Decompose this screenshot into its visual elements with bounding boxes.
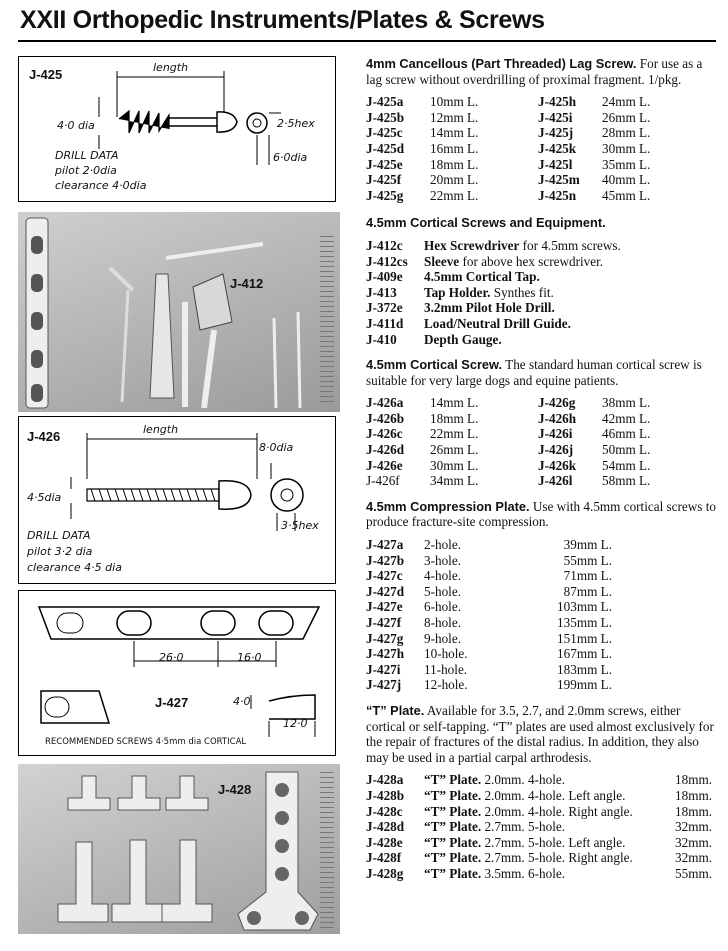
section-j426	[366, 357, 716, 489]
item-holes: 2-hole.	[424, 537, 461, 553]
item-length: 20mm L.	[430, 172, 479, 188]
list-item	[366, 269, 716, 285]
item-holes: 9-hole.	[424, 630, 461, 646]
item-length: 26mm L.	[602, 109, 651, 125]
item-code: J-425d	[366, 140, 405, 156]
list-item	[366, 646, 716, 662]
list-item	[366, 804, 716, 820]
item-length: 71mm L.	[563, 568, 612, 584]
list-item	[366, 553, 716, 569]
item-length: 28mm L.	[602, 125, 651, 141]
item-desc	[424, 238, 716, 254]
j425-hex: 2·5hex	[277, 117, 315, 130]
item-desc	[424, 285, 716, 301]
item-name: “T” Plate.	[424, 834, 482, 850]
item-name: “T” Plate.	[424, 850, 482, 866]
item-length: 14mm L.	[430, 395, 479, 411]
item-code: J-425m	[538, 172, 580, 188]
s412-title: 4.5mm Cortical Screws and Equipment.	[366, 215, 606, 231]
item-code: J-410	[366, 331, 397, 347]
item-code: J-426l	[538, 473, 573, 489]
item-code: J-427j	[366, 677, 402, 693]
item-length: 24mm L.	[602, 94, 651, 110]
item-length: 12mm L.	[430, 109, 479, 125]
item-code: J-425e	[366, 156, 403, 172]
item-code: J-426k	[538, 457, 577, 473]
item-size: 18mm.	[675, 772, 712, 788]
j425-drill1: DRILL DATA	[55, 149, 119, 162]
item-spec: 2.0mm. 4-hole. Right angle.	[484, 803, 633, 819]
j428-photo	[18, 764, 340, 934]
item-length: 18mm L.	[430, 156, 479, 172]
item-spec: 2.7mm. 5-hole. Right angle.	[484, 850, 633, 866]
item-code: J-409e	[366, 269, 403, 285]
catalog-text	[366, 56, 716, 890]
item-note: for 4.5mm screws.	[519, 237, 621, 253]
page-title: XXII Orthopedic Instruments/Plates & Screws	[20, 6, 545, 34]
j427-recommended: RECOMMENDED SCREWS 4·5mm dia CORTICAL	[45, 737, 247, 747]
item-spec: 2.7mm. 5-hole. Left angle.	[484, 834, 626, 850]
s428-title: “T” Plate.	[366, 702, 425, 718]
item-code: J-425c	[366, 125, 403, 141]
item-holes: 6-hole.	[424, 599, 461, 615]
item-length: 183mm L.	[557, 661, 612, 677]
j427-label: J-427	[155, 695, 189, 710]
list-item	[366, 238, 716, 254]
j426-dia: 4·5dia	[27, 491, 62, 504]
section-j427	[366, 499, 716, 693]
item-code: J-426d	[366, 442, 405, 458]
item-code: J-426a	[366, 395, 404, 411]
item-name: “T” Plate.	[424, 865, 482, 881]
j426-label: J-426	[27, 429, 61, 444]
item-code: J-425l	[538, 156, 573, 172]
s425-desc: For use as a lag screw without overdrilling of proximal fragment. 1/pkg.	[366, 56, 703, 87]
item-code: J-426b	[366, 410, 405, 426]
item-length: 16mm L.	[430, 140, 479, 156]
item-spec: 2.7mm. 5-hole.	[484, 819, 566, 835]
list-item	[366, 819, 716, 835]
item-name: Tap Holder.	[424, 284, 491, 300]
item-size: 32mm.	[675, 850, 712, 866]
j425-label: J-425	[29, 67, 63, 82]
item-length: 18mm L.	[430, 410, 479, 426]
ruler	[320, 768, 334, 928]
item-length: 55mm L.	[563, 552, 612, 568]
item-code: J-425f	[366, 172, 402, 188]
item-desc	[424, 788, 662, 804]
item-spec: 2.0mm. 4-hole.	[484, 772, 566, 788]
item-holes: 12-hole.	[424, 677, 468, 693]
item-holes: 8-hole.	[424, 615, 461, 630]
s426-desc: The standard human cortical screw is suitable for very large dogs and equine patients.	[366, 357, 702, 388]
s426-title: 4.5mm Cortical Screw.	[366, 357, 503, 373]
item-size: 32mm.	[675, 834, 712, 850]
item-length: 103mm L.	[557, 599, 612, 615]
item-desc	[424, 850, 662, 866]
j426-hex: 3·5hex	[281, 519, 319, 532]
j425-length: length	[153, 61, 189, 74]
item-note: for above hex screwdriver.	[459, 253, 604, 269]
ruler	[320, 232, 334, 402]
item-code: J-427d	[366, 583, 405, 599]
item-length: 199mm L.	[557, 677, 612, 693]
item-name: “T” Plate.	[424, 772, 482, 788]
list-item	[366, 537, 716, 553]
list-item	[366, 835, 716, 851]
item-length: 135mm L.	[557, 615, 612, 630]
item-code: J-426i	[538, 426, 573, 442]
instruments-illustration	[18, 212, 340, 412]
item-length: 10mm L.	[430, 94, 479, 110]
item-code: J-428a	[366, 772, 404, 788]
item-length: 40mm L.	[602, 172, 651, 188]
item-holes: 5-hole.	[424, 583, 461, 599]
item-name: Sleeve	[424, 253, 460, 269]
item-length: 42mm L.	[602, 410, 651, 426]
list-item	[366, 631, 716, 647]
item-length: 34mm L.	[430, 473, 479, 489]
j427-d1: 26·0	[159, 651, 184, 664]
item-name: “T” Plate.	[424, 803, 482, 819]
list-item	[366, 788, 716, 804]
j426-drill2: pilot 3·2 dia	[27, 545, 93, 558]
s427-table	[366, 537, 716, 693]
item-code: J-426f	[366, 473, 400, 489]
j426-length: length	[143, 423, 179, 436]
list-item	[366, 866, 716, 882]
item-desc	[424, 316, 716, 332]
item-code: J-426e	[366, 457, 403, 473]
j425-drill2: pilot 2·0dia	[55, 164, 117, 177]
s427-title: 4.5mm Compression Plate.	[366, 498, 530, 514]
list-item	[366, 599, 716, 615]
item-name: “T” Plate.	[424, 819, 482, 835]
item-name: 4.5mm Cortical Tap.	[424, 269, 540, 285]
item-desc	[424, 819, 662, 835]
s428-desc: Available for 3.5, 2.7, and 2.0mm screws, either cortical or self-tapping. “T” plates are used almost exclusively for the repair of fractures of the distal radius. In addition, they also may be used in a partial carpal arthrodesis.	[366, 702, 714, 765]
item-desc	[424, 804, 662, 820]
item-desc	[424, 254, 716, 270]
list-item	[366, 850, 716, 866]
item-name: Load/Neutral Drill Guide.	[424, 315, 571, 331]
s425-table	[366, 94, 716, 203]
item-desc	[424, 332, 716, 348]
section-j425	[366, 56, 716, 203]
list-item	[366, 662, 716, 678]
item-length: 14mm L.	[430, 125, 479, 141]
item-code: J-425k	[538, 140, 577, 156]
item-code: J-425b	[366, 109, 405, 125]
item-code: J-428e	[366, 834, 403, 850]
item-code: J-427a	[366, 537, 404, 553]
item-code: J-428g	[366, 865, 404, 881]
j412-photo	[18, 212, 340, 412]
item-length: 58mm L.	[602, 473, 651, 489]
item-length: 30mm L.	[602, 140, 651, 156]
item-code: J-427b	[366, 552, 405, 568]
item-code: J-427g	[366, 630, 404, 646]
section-j428	[366, 703, 716, 882]
item-code: J-372e	[366, 300, 403, 316]
item-code: J-425a	[366, 94, 404, 110]
item-spec: 3.5mm. 6-hole.	[484, 865, 566, 881]
item-size: 18mm.	[675, 803, 712, 819]
item-length: 38mm L.	[602, 395, 651, 411]
list-item	[366, 316, 716, 332]
title-rule	[18, 40, 716, 42]
item-size: 32mm.	[675, 819, 712, 835]
item-length: 22mm L.	[430, 187, 479, 203]
t-plates-illustration	[18, 764, 340, 934]
list-item	[366, 568, 716, 584]
compression-plate-diagram	[19, 591, 335, 755]
j427-drawing	[18, 590, 336, 756]
j426-dia2: 8·0dia	[259, 441, 294, 454]
item-length: 22mm L.	[430, 426, 479, 442]
item-code: J-425i	[538, 109, 573, 125]
item-desc	[424, 866, 662, 882]
j426-drill1: DRILL DATA	[27, 529, 91, 542]
item-desc	[424, 300, 716, 316]
item-name: Depth Gauge.	[424, 331, 502, 347]
item-note: Synthes fit.	[490, 284, 554, 300]
item-name: “T” Plate.	[424, 787, 482, 803]
item-code: J-428d	[366, 819, 405, 835]
item-code: J-427c	[366, 568, 403, 584]
item-size: 55mm.	[675, 865, 712, 881]
item-length: 39mm L.	[563, 537, 612, 553]
item-code: J-427f	[366, 615, 402, 630]
item-size: 18mm.	[675, 787, 712, 803]
s427-desc: Use with 4.5mm cortical screws to produce fracture-site compression.	[366, 498, 716, 530]
j426-drawing	[18, 416, 336, 584]
list-item	[366, 584, 716, 600]
item-code: J-425g	[366, 187, 404, 203]
item-length: 50mm L.	[602, 442, 651, 458]
item-name: Hex Screwdriver	[424, 237, 520, 253]
item-code: J-413	[366, 284, 397, 300]
item-length: 26mm L.	[430, 442, 479, 458]
item-length: 167mm L.	[557, 646, 612, 662]
s428-table	[366, 772, 716, 881]
item-code: J-428c	[366, 803, 403, 819]
s426-table	[366, 395, 716, 489]
s412-table	[366, 238, 716, 347]
list-item	[366, 677, 716, 693]
j425-drill3: clearance 4·0dia	[55, 179, 147, 192]
j426-drill3: clearance 4·5 dia	[27, 561, 122, 574]
item-code: J-427i	[366, 661, 401, 677]
j425-drawing	[18, 56, 336, 202]
j427-d4: 12·0	[283, 717, 308, 730]
item-holes: 4-hole.	[424, 568, 461, 584]
item-code: J-425n	[538, 187, 577, 203]
item-length: 45mm L.	[602, 187, 651, 203]
j412-label: J-412	[230, 276, 264, 291]
j428-label: J-428	[218, 782, 252, 797]
item-code: J-425h	[538, 94, 577, 110]
item-code: J-427e	[366, 599, 403, 615]
list-item	[366, 254, 716, 270]
item-code: J-426g	[538, 395, 576, 411]
list-item	[366, 285, 716, 301]
item-length: 151mm L.	[557, 630, 612, 646]
list-item	[366, 300, 716, 316]
item-desc	[424, 269, 716, 285]
item-code: J-427h	[366, 646, 405, 662]
item-length: 30mm L.	[430, 457, 479, 473]
item-spec: 2.0mm. 4-hole. Left angle.	[484, 787, 626, 803]
item-length: 87mm L.	[563, 583, 612, 599]
item-holes: 10-hole.	[424, 646, 468, 662]
item-holes: 11-hole.	[424, 661, 468, 677]
item-code: J-425j	[538, 125, 574, 141]
item-code: J-426h	[538, 410, 577, 426]
item-code: J-411d	[366, 315, 404, 331]
j425-dia2: 6·0dia	[273, 151, 308, 164]
item-desc	[424, 772, 662, 788]
item-length: 46mm L.	[602, 426, 651, 442]
item-length: 35mm L.	[602, 156, 651, 172]
item-code: J-426c	[366, 426, 403, 442]
list-item	[366, 332, 716, 348]
j425-dia: 4·0 dia	[57, 119, 95, 132]
j427-d2: 16·0	[237, 651, 262, 664]
item-length: 54mm L.	[602, 457, 651, 473]
item-code: J-428f	[366, 850, 402, 866]
section-j412	[366, 215, 716, 347]
item-code: J-412c	[366, 237, 403, 253]
j427-d3: 4·0	[233, 695, 251, 708]
s425-title: 4mm Cancellous (Part Threaded) Lag Screw.	[366, 56, 637, 71]
item-code: J-426j	[538, 442, 574, 458]
list-item	[366, 615, 716, 631]
item-code: J-428b	[366, 787, 405, 803]
item-holes: 3-hole.	[424, 552, 461, 568]
item-name: 3.2mm Pilot Hole Drill.	[424, 300, 555, 316]
item-code: J-412cs	[366, 253, 408, 269]
item-desc	[424, 835, 662, 851]
list-item	[366, 772, 716, 788]
